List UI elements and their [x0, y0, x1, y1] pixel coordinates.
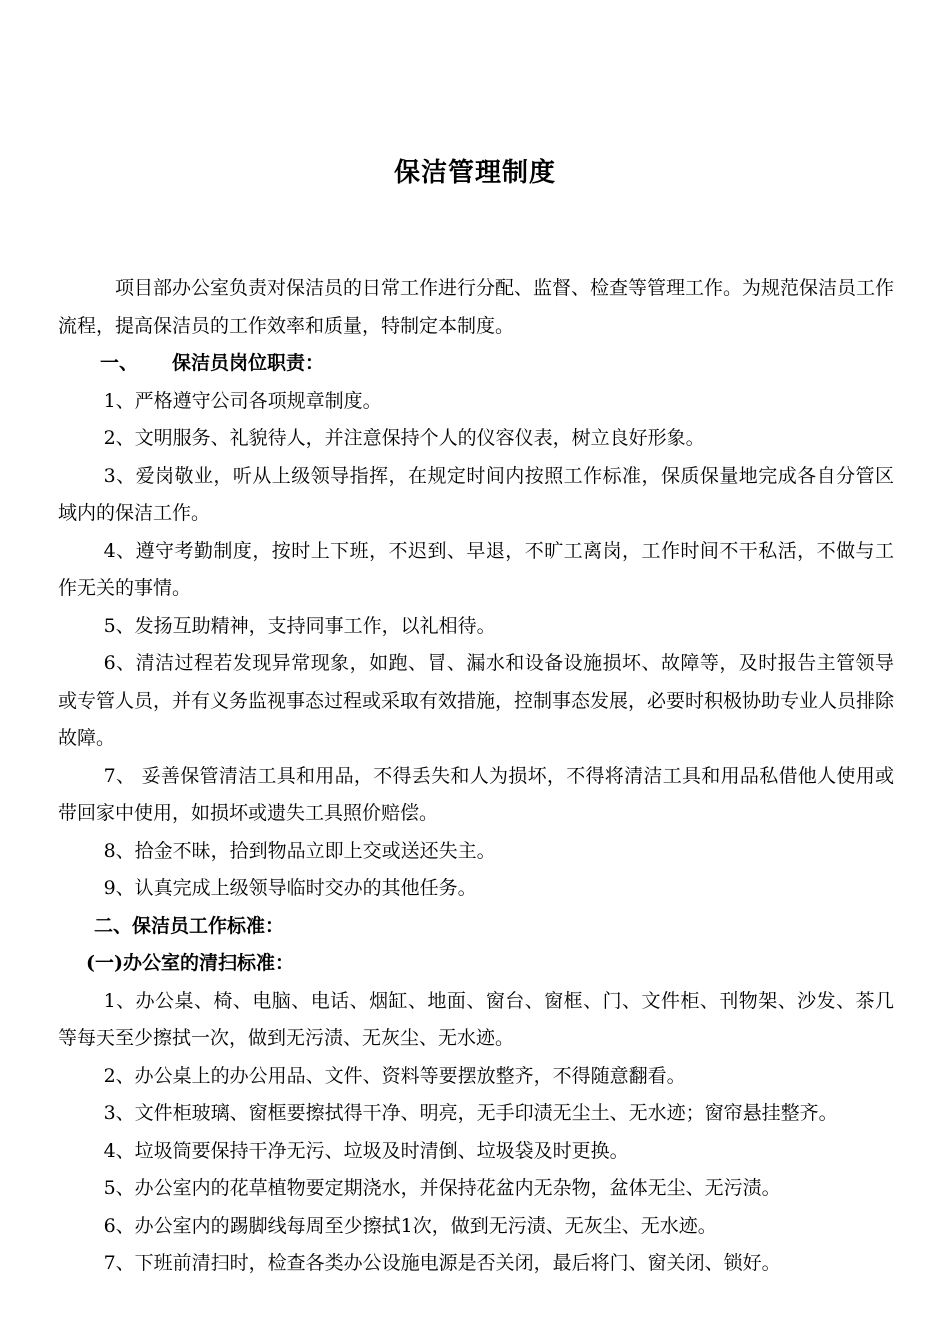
- standard-item-3: 3、文件柜玻璃、窗框要擦拭得干净、明亮，无手印渍无尘土、无水迹；窗帘悬挂整齐。: [103, 1102, 838, 1124]
- duty-item-4: 4、遵守考勤制度，按时上下班，不迟到、早退，不旷工离岗，工作时间不干私活，不做与工作无关的事情。: [58, 539, 894, 599]
- duty-item-1: 1、严格遵守公司各项规章制度。: [103, 389, 382, 412]
- document-title: 保洁管理制度: [393, 158, 556, 188]
- duty-item-7: 7、 妥善保管清洁工具和用品，不得丢失和人为损坏，不得将清洁工具和用品私借他人使用或带回家中使用，如损坏或遗失工具照价赔偿。: [58, 764, 894, 824]
- duty-item-9: 9、认真完成上级领导临时交办的其他任务。: [103, 877, 477, 899]
- section-1-number: 一、: [100, 352, 139, 374]
- standard-item-6: 6、办公室内的踢脚线每周至少擦拭1次，做到无污渍、无灰尘、无水迹。: [103, 1214, 717, 1237]
- intro-paragraph: 项目部办公室负责对保洁员的日常工作进行分配、监督、检查等管理工作。为规范保洁员工作流程，提高保洁员的工作效率和质量，特制定本制度。: [58, 277, 895, 337]
- document-body: [58, 270, 894, 1283]
- subsection-1-heading: (一)办公室的清扫标准：: [86, 952, 294, 974]
- section-1-heading: [58, 345, 894, 383]
- duty-item-8: 8、拾金不昧，拾到物品立即上交或送还失主。: [103, 839, 496, 862]
- standard-item-4: 4、垃圾筒要保持干净无污、垃圾及时清倒、垃圾袋及时更换。: [103, 1139, 629, 1162]
- standard-item-2: 2、办公桌上的办公用品、文件、资料等要摆放整齐，不得随意翻看。: [103, 1064, 686, 1087]
- standard-item-1: 1、办公桌、椅、电脑、电话、烟缸、地面、窗台、窗框、门、文件柜、刊物架、沙发、茶几等每天至少擦拭一次，做到无污渍、无灰尘、无水迹。: [58, 989, 894, 1049]
- duty-item-2: 2、文明服务、礼貌待人，并注意保持个人的仪容仪表，树立良好形象。: [103, 427, 705, 449]
- section-1-title: 保洁员岗位职责：: [172, 352, 325, 374]
- duty-item-5: 5、发扬互助精神，支持同事工作，以礼相待。: [103, 614, 496, 637]
- standard-item-7: 7、下班前清扫时，检查各类办公设施电源是否关闭，最后将门、窗关闭、锁好。: [103, 1252, 781, 1274]
- duty-item-6: 6、清洁过程若发现异常现象，如跑、冒、漏水和设备设施损坏、故障等，及时报告主管领导或专管人员，并有义务监视事态过程或采取有效措施，控制事态发展，必要时积极协助专业人员排除故障。: [58, 652, 895, 749]
- duty-item-3: 3、爱岗敬业，听从上级领导指挥，在规定时间内按照工作标准，保质保量地完成各自分管区域内的保洁工作。: [58, 464, 894, 524]
- standard-item-5: 5、办公室内的花草植物要定期浇水，并保持花盆内无杂物，盆体无尘、无污渍。: [103, 1177, 781, 1199]
- section-2-heading: 二、保洁员工作标准：: [94, 914, 285, 937]
